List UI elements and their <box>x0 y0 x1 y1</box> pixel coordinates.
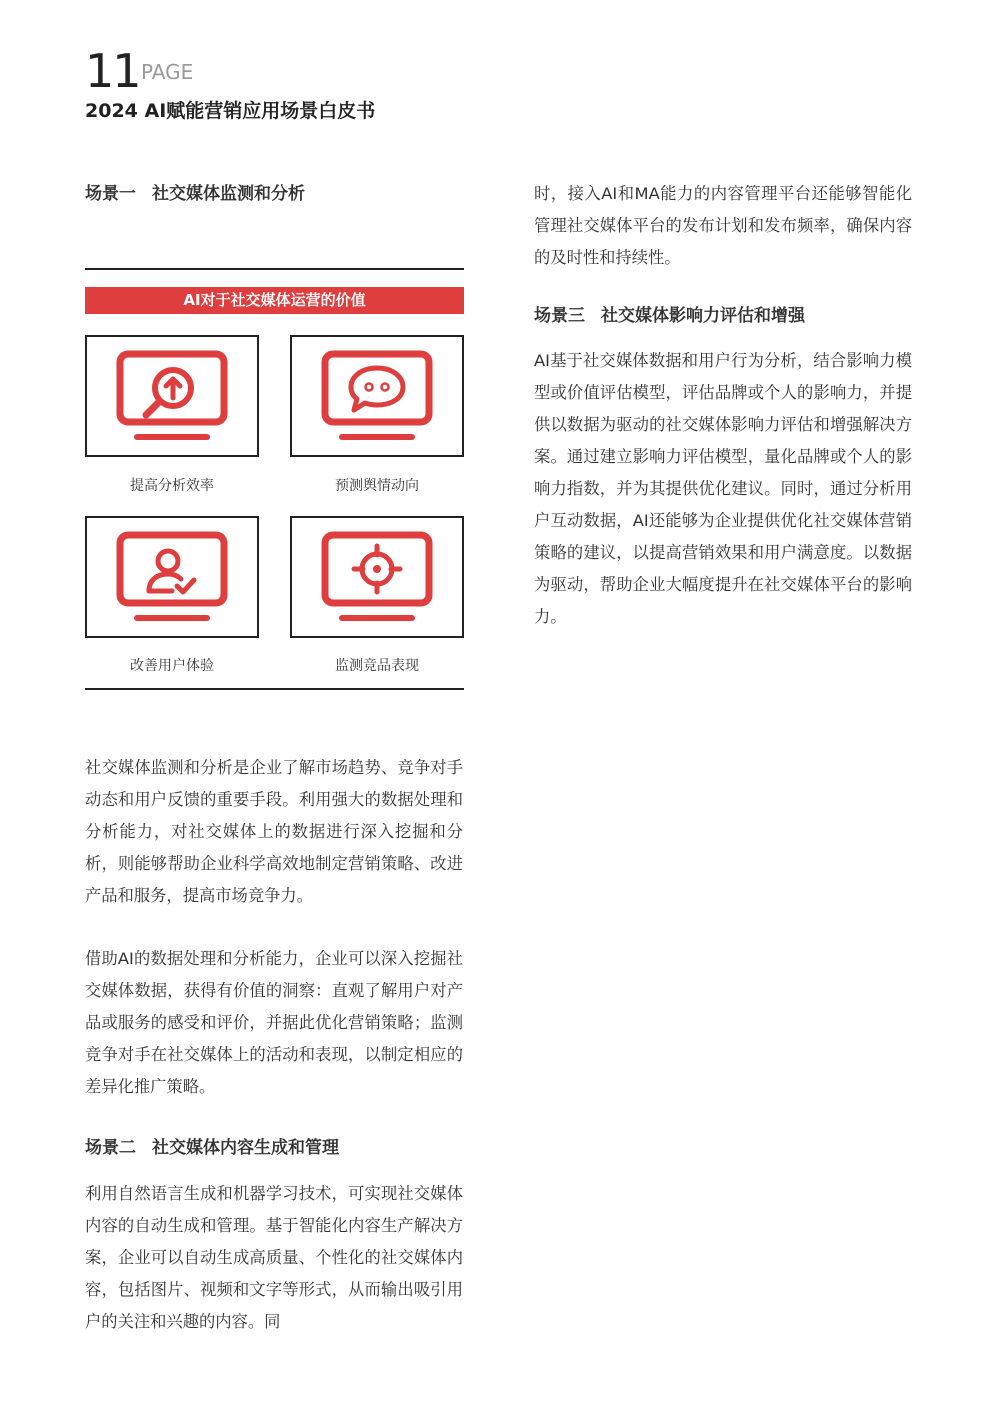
value-card-sentiment <box>290 335 464 457</box>
scene2-label: 场景二 <box>85 1138 136 1158</box>
target-monitor-icon <box>321 531 433 623</box>
upload-monitor-icon <box>116 350 228 442</box>
figure-top-rule <box>85 268 464 270</box>
scene3-heading <box>534 304 805 328</box>
value-caption-competitor: 监测竞品表现 <box>335 658 419 674</box>
value-caption-sentiment: 预测舆情动向 <box>335 478 419 494</box>
page-number: 11 <box>85 44 140 98</box>
user-check-monitor-icon <box>116 531 228 623</box>
scene3-paragraph: AI基于社交媒体数据和用户行为分析，结合影响力模型或价值评估模型，评估品牌或个人的影响力，并提供以数据为驱动的社交媒体影响力评估和增强解决方案。通过建立影响力评估模型，量化品牌或个人的影响力指数，并为其提供优化建议。同时，通过分析用户互动数据，AI还能够为企业提供优化社交媒体营销策略的建议，以提高营销效果和用户满意度。以数据为驱动，帮助企业大幅度提升在社交媒体平台的影响力。 <box>534 351 912 626</box>
scene1-label: 场景一 <box>85 184 136 204</box>
scene1-heading <box>85 182 305 206</box>
document-title: 2024 AI赋能营销应用场景白皮书 <box>85 100 376 122</box>
scene2-heading <box>85 1136 339 1160</box>
value-card-competitor <box>290 516 464 638</box>
scene1-paragraph-2: 借助AI的数据处理和分析能力，企业可以深入挖掘社交媒体数据，获得有价值的洞察：直观了解用户对产品或服务的感受和评价，并据此优化营销策略；监测竞争对手在社交媒体上的活动和表现，以制定相应的差异化推广策略。 <box>85 949 463 1096</box>
figure-banner: AI对于社交媒体运营的价值 <box>85 287 464 314</box>
scene2-title: 社交媒体内容生成和管理 <box>152 1138 339 1158</box>
value-card-experience <box>85 516 259 638</box>
value-card-efficiency <box>85 335 259 457</box>
scene1-title: 社交媒体监测和分析 <box>152 184 305 204</box>
value-caption-experience: 改善用户体验 <box>130 658 214 674</box>
page-label: PAGE <box>141 60 194 84</box>
scene2-paragraph: 利用自然语言生成和机器学习技术，可实现社交媒体内容的自动生成和管理。基于智能化内容生产解决方案，企业可以自动生成高质量、个性化的社交媒体内容，包括图片、视频和文字等形式，从而输出吸引用户的关注和兴趣的内容。同 <box>85 1184 463 1331</box>
scene3-title: 社交媒体影响力评估和增强 <box>601 306 805 326</box>
value-caption-efficiency: 提高分析效率 <box>130 478 214 494</box>
chat-monitor-icon <box>321 350 433 442</box>
scene3-label: 场景三 <box>534 306 585 326</box>
figure-bottom-rule <box>85 688 464 690</box>
scene2-paragraph-continued: 时，接入AI和MA能力的内容管理平台还能够智能化管理社交媒体平台的发布计划和发布频率，确保内容的及时性和持续性。 <box>534 184 912 267</box>
scene1-paragraph-1: 社交媒体监测和分析是企业了解市场趋势、竞争对手动态和用户反馈的重要手段。利用强大的数据处理和分析能力，对社交媒体上的数据进行深入挖掘和分析，则能够帮助企业科学高效地制定营销策略、改进产品和服务，提高市场竞争力。 <box>85 758 463 905</box>
